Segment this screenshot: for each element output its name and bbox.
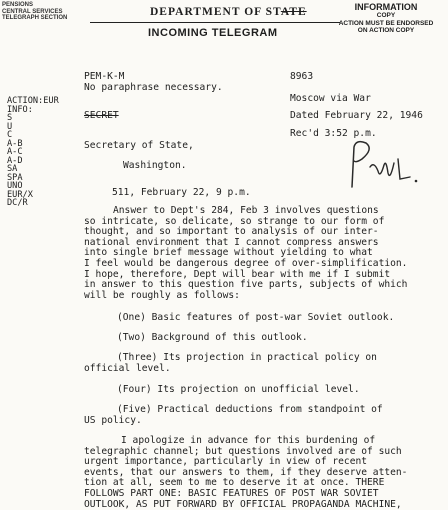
paraphrase-note: No paraphrase necessary. bbox=[84, 82, 223, 93]
body-line: into single brief message without yielding to what bbox=[84, 247, 373, 259]
body-line: national environment that I cannot compress answers bbox=[84, 236, 379, 248]
incoming-telegram-title: INCOMING TELEGRAM bbox=[148, 27, 278, 39]
action-line: A-C bbox=[7, 147, 23, 157]
action-line: A-D bbox=[7, 155, 23, 166]
telegram-reference: 511, February 22, 9 p.m. bbox=[112, 187, 251, 198]
stamp-line: PENSIONS bbox=[2, 2, 34, 8]
information-copy-box bbox=[327, 2, 445, 35]
action-distribution-list bbox=[7, 97, 59, 208]
department-title bbox=[150, 6, 307, 18]
action-line: S bbox=[7, 113, 13, 123]
department-title-prefix: DEPARTMENT OF ST bbox=[150, 6, 281, 18]
part-line: official level. bbox=[84, 362, 171, 374]
addressee: Secretary of State, bbox=[84, 140, 194, 151]
action-line: INFO: bbox=[7, 104, 33, 115]
body-line: in answer to this question five parts, subjects of which bbox=[84, 279, 408, 291]
info-line: ON ACTION COPY bbox=[357, 27, 415, 34]
information-label: INFORMATION bbox=[354, 2, 418, 12]
part-three-item bbox=[84, 353, 377, 374]
action-line: ACTION:EUR bbox=[7, 96, 59, 106]
body-line: tion at all, seem to me to deserve it at once. THERE bbox=[84, 477, 385, 489]
header-rule bbox=[90, 22, 340, 23]
part-one-item: (One) Basic features of post-war Soviet outlook. bbox=[117, 312, 395, 323]
addressee-city: Washington. bbox=[123, 160, 187, 171]
body-line: events, that our answers to them, if they deserve atten- bbox=[84, 466, 408, 478]
body-line: will be roughly as follows: bbox=[84, 289, 240, 301]
info-line: COPY bbox=[376, 12, 396, 19]
action-line: EUR/X bbox=[7, 189, 33, 200]
body-paragraph-1 bbox=[84, 206, 407, 301]
action-line: C bbox=[7, 130, 13, 140]
body-line: telegraphic channel; but questions involved are of such bbox=[84, 445, 402, 457]
action-line: A-B bbox=[7, 138, 23, 149]
action-line: DC/R bbox=[7, 198, 28, 208]
action-line: SA bbox=[7, 164, 18, 174]
body-line: I feel would be dangerous degree of over-simplification. bbox=[84, 257, 408, 269]
info-line: ACTION MUST BE ENDORSED bbox=[338, 19, 434, 27]
action-line: U bbox=[7, 121, 13, 132]
handwritten-initials-signature bbox=[340, 135, 430, 205]
action-line: UNO bbox=[7, 181, 23, 191]
department-title-struck: ATE bbox=[280, 6, 307, 18]
body-paragraph-apology bbox=[84, 436, 407, 510]
stamp-central-services bbox=[2, 2, 67, 22]
body-line: I hope, therefore, Dept will bear with me if I submit bbox=[84, 268, 391, 280]
body-line: I apologize in advance for this burdening of bbox=[121, 435, 376, 446]
part-four-item: (Four) Its projection on unofficial level. bbox=[117, 384, 360, 395]
dated-line: Dated February 22, 1946 bbox=[290, 110, 423, 121]
body-line: so intricate, so delicate, so strange to our form of bbox=[84, 215, 385, 227]
route-line: Moscow via War bbox=[290, 93, 371, 104]
part-two-item: (Two) Background of this outlook. bbox=[117, 332, 308, 343]
stamp-line: CENTRAL SERVICES bbox=[2, 8, 63, 15]
classification-secret: SECRET bbox=[84, 110, 119, 121]
part-line: US policy. bbox=[84, 414, 142, 426]
body-line: urgent importance, particularly in view of recent bbox=[84, 456, 368, 468]
action-line: SPA bbox=[7, 172, 23, 183]
body-line: FOLLOWS PART ONE: BASIC FEATURES OF POST WAR SOVIET bbox=[84, 487, 379, 499]
routing-code: PEM-K-M bbox=[84, 71, 125, 82]
body-line: OUTLOOK, AS PUT FORWARD BY OFFICIAL PROPAGANDA MACHINE, bbox=[84, 498, 402, 510]
part-line: (Five) Practical deductions from standpoint of bbox=[117, 404, 383, 415]
part-five-item bbox=[84, 405, 383, 426]
body-line: thought, and so important to analysis of our inter- bbox=[84, 226, 379, 238]
received-line: Rec'd 3:52 p.m. bbox=[290, 128, 377, 139]
part-line: (Three) Its projection in practical policy on bbox=[117, 352, 377, 363]
body-line: Answer to Dept's 284, Feb 3 involves questions bbox=[113, 205, 379, 216]
stamp-line: TELEGRAPH SECTION bbox=[2, 15, 68, 21]
telegram-number: 8963 bbox=[290, 71, 314, 82]
